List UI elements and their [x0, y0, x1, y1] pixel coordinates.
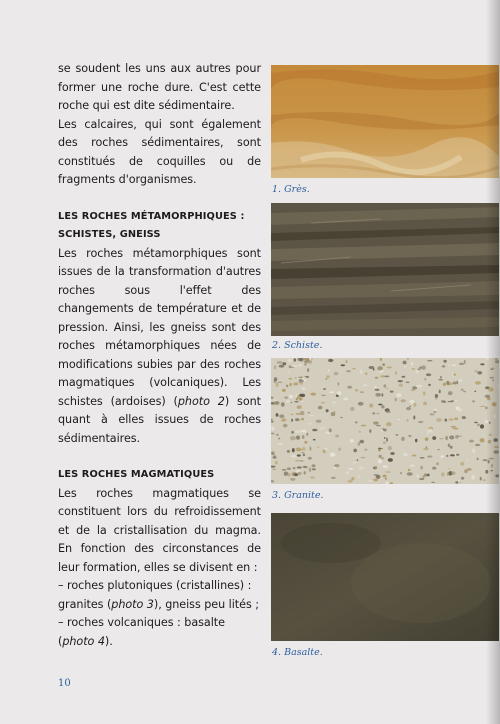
photo-caption: 1. Grès. — [272, 184, 310, 195]
text-column — [58, 60, 261, 651]
photo-reference: photo 3 — [111, 597, 154, 611]
photo-granite — [271, 358, 499, 484]
paragraph: Les roches magmatiques se constituent lors du refroidissement et de la cristallisation du magma. En fonction des circonstances de leur formation, elles se divisent en : — [58, 486, 261, 574]
section-heading-magmatic: LES ROCHES MAGMATIQUES — [58, 469, 215, 480]
paragraph: Les calcaires, qui sont également des roches sédimentaires, sont constitués de coquilles ou de fragments d'organismes. — [58, 117, 261, 186]
section-heading-metamorphic — [58, 208, 261, 245]
photo-sandstone — [271, 65, 499, 178]
paragraph-text: ) sont quant à elles issues de roches sédimentaires. — [58, 394, 261, 445]
list-item-text: ). — [104, 634, 113, 648]
paragraph-text: Les roches métamorphiques sont issues de la transformation d'autres roches sous l'effet des changements de température et de pression. Ainsi, les gneiss sont des roches métamorphiques nées de modifications subies par des roches magmatiques (volcaniques). Les schistes (ardoises) ( — [58, 246, 261, 408]
list-item — [58, 614, 261, 651]
paragraph — [58, 245, 261, 449]
heading-line: SCHISTES, GNEISS — [58, 229, 161, 240]
photo-caption: 2. Schiste. — [272, 340, 323, 351]
photo-reference: photo 2 — [177, 394, 225, 408]
photo-schist — [271, 203, 499, 336]
page-number: 10 — [58, 678, 71, 689]
photo-basalt — [271, 513, 499, 641]
heading-line: LES ROCHES MÉTAMORPHIQUES : — [58, 210, 245, 222]
photo-caption: 4. Basalte. — [272, 647, 323, 658]
list-item-text: – roches plutoniques (cristallines) : granites ( — [58, 579, 252, 611]
photo-caption: 3. Granite. — [272, 490, 324, 501]
list-item-text: ), gneiss peu lités ; — [153, 597, 259, 611]
list-item — [58, 577, 261, 614]
photo-reference: photo 4 — [62, 634, 105, 648]
paragraph: se soudent les uns aux autres pour former une roche dure. C'est cette roche qui est dite sédimentaire. — [58, 62, 261, 112]
list-item-text: – roches volcaniques : basalte ( — [58, 616, 225, 648]
